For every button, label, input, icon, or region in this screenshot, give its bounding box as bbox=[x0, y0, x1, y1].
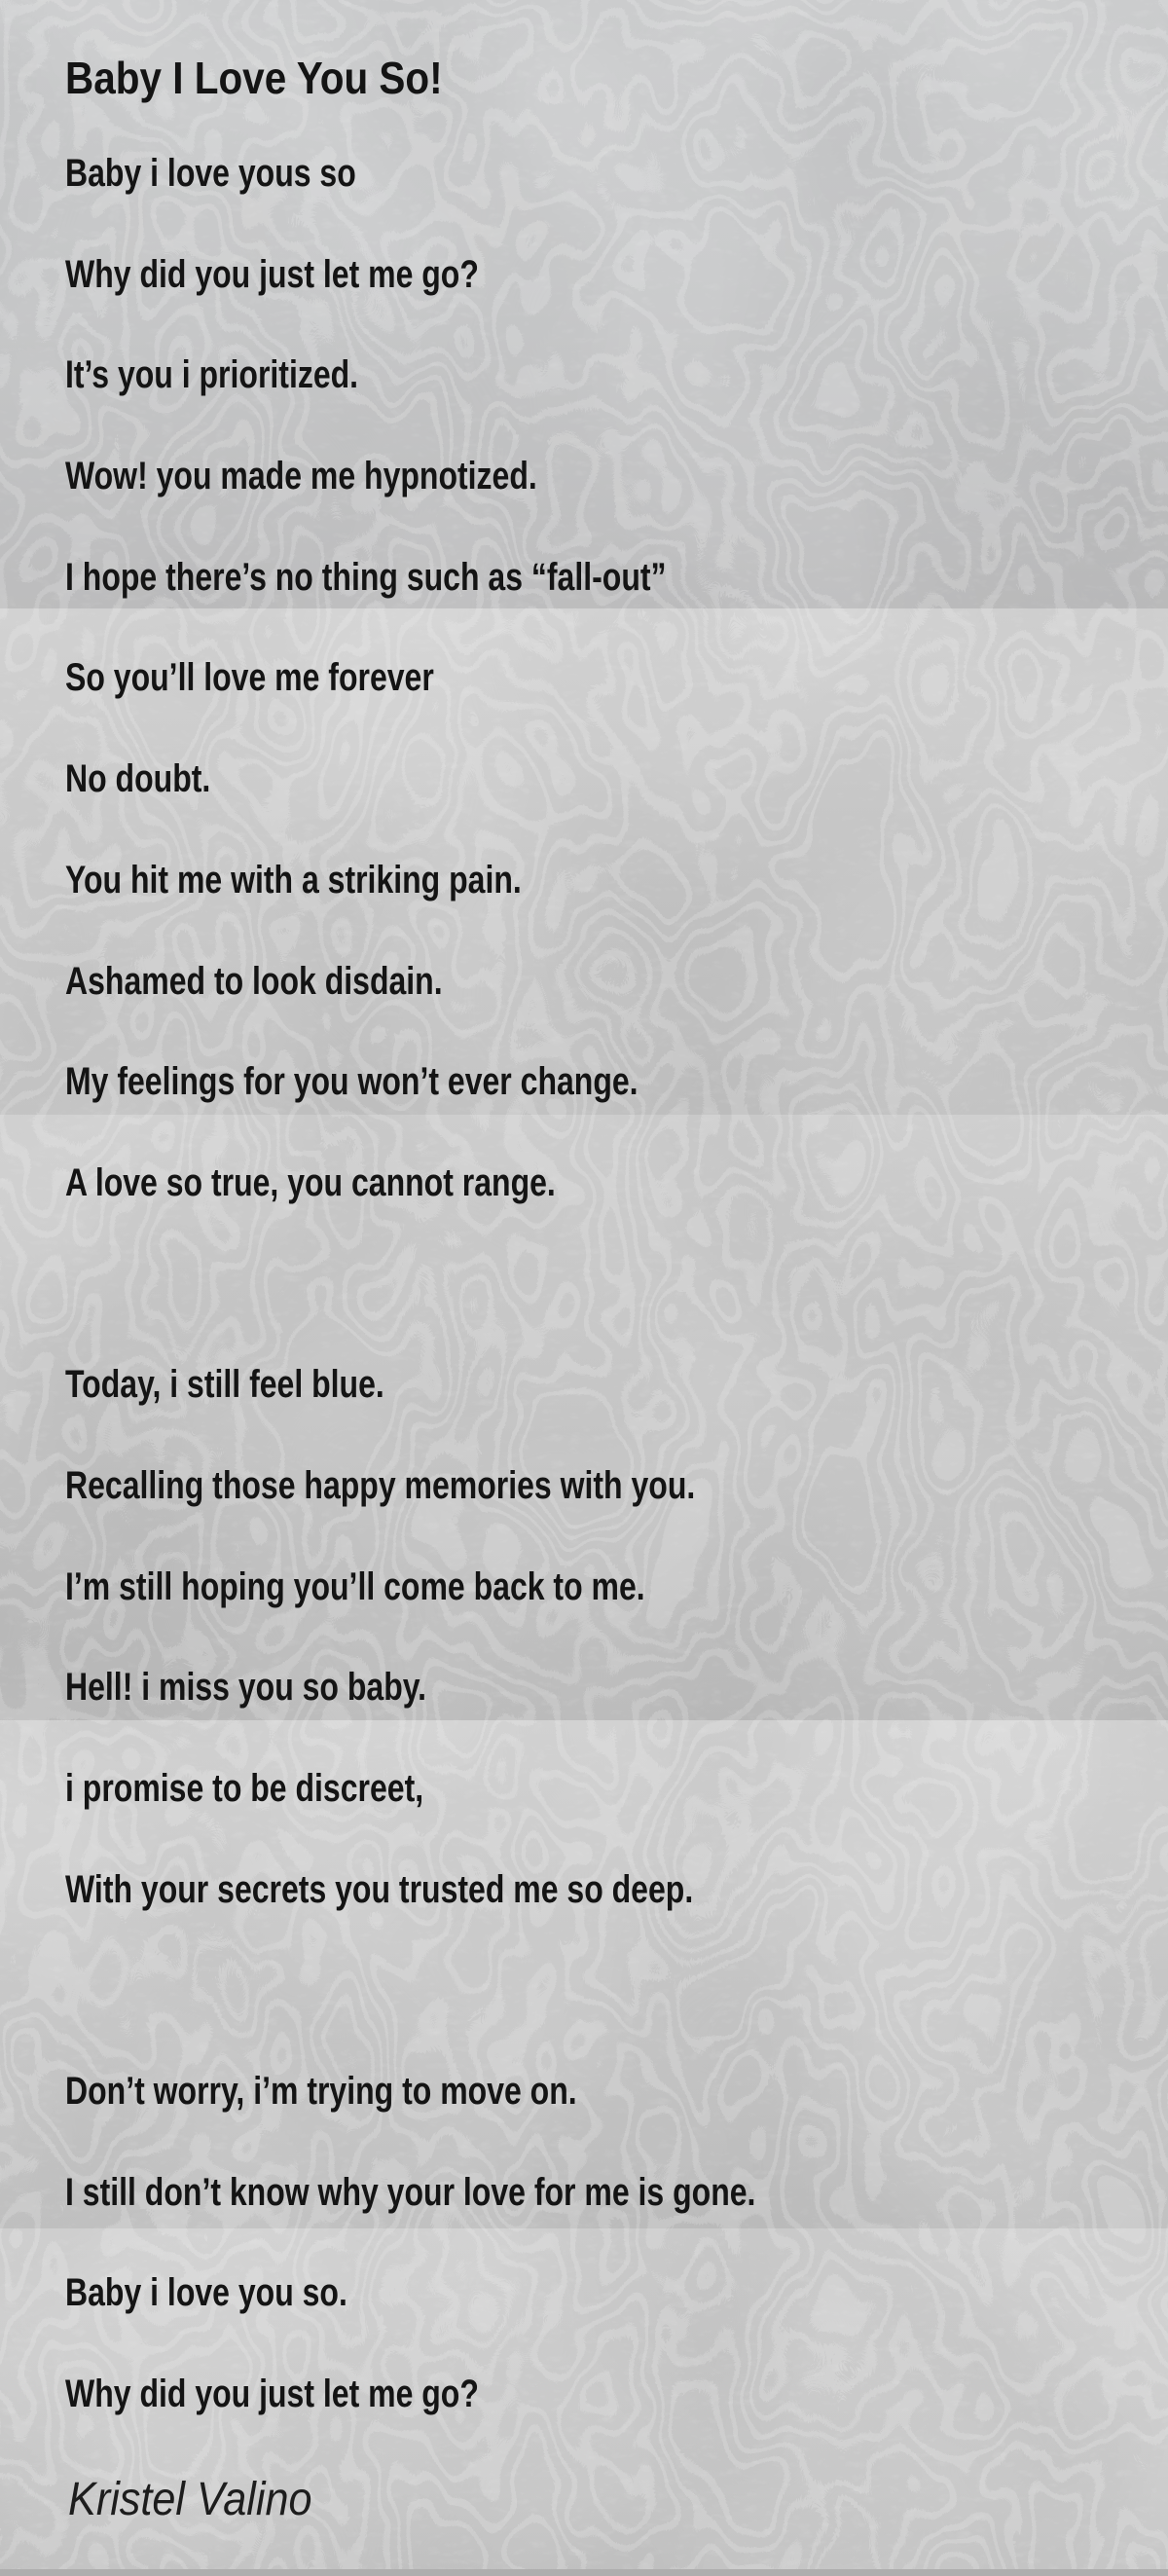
poem-line-text: Recalling those happy memories with you. bbox=[65, 1463, 696, 1507]
poem-body bbox=[65, 124, 1158, 2446]
poem-line bbox=[65, 1537, 1158, 1638]
poem-line-text: Wow! you made me hypnotized. bbox=[65, 455, 537, 498]
poem-line-text: Ashamed to look disdain. bbox=[65, 959, 443, 1003]
poem-line-text: Baby i love you so. bbox=[65, 2271, 347, 2315]
poem-line bbox=[65, 1436, 1158, 1537]
poem-line bbox=[65, 124, 1158, 225]
poem-line-text: A love so true, you cannot range. bbox=[65, 1160, 556, 1204]
poem-line bbox=[65, 1739, 1158, 1840]
poem-line bbox=[65, 528, 1158, 629]
poem-line-text: I’m still hoping you’ll come back to me. bbox=[65, 1564, 645, 1608]
poem-line-text: I still don’t know why your love for me is gone. bbox=[65, 2170, 756, 2214]
poem-line-text: So you’ll love me forever bbox=[65, 656, 434, 700]
stanza-break bbox=[65, 1940, 1158, 2042]
poem-line bbox=[65, 1638, 1158, 1739]
poem-line bbox=[65, 2143, 1158, 2244]
page-bottom-edge bbox=[0, 2569, 1168, 2576]
poem-line-text: Today, i still feel blue. bbox=[65, 1363, 384, 1407]
poem-line bbox=[65, 628, 1158, 729]
poem-title-text: Baby I Love You So! bbox=[65, 53, 443, 103]
poem-line-text: With your secrets you trusted me so deep. bbox=[65, 1867, 694, 1911]
poem-line bbox=[65, 325, 1158, 426]
poem-line-text: Baby i love yous so bbox=[65, 152, 356, 195]
poem-line bbox=[65, 1335, 1158, 1436]
poem-line bbox=[65, 1032, 1158, 1133]
poem-line bbox=[65, 2243, 1158, 2344]
poem-line bbox=[65, 1840, 1158, 1941]
poem-line-text: Why did you just let me go? bbox=[65, 252, 479, 296]
poem-line-text: Don’t worry, i’m trying to move on. bbox=[65, 2070, 577, 2114]
poem-line-text: Hell! i miss you so baby. bbox=[65, 1666, 427, 1710]
stanza-break bbox=[65, 1234, 1158, 1336]
poem-line bbox=[65, 2344, 1158, 2446]
poem-author-text: Kristel Valino bbox=[68, 2474, 312, 2525]
poem-line-text: I hope there’s no thing such as “fall-out” bbox=[65, 555, 667, 599]
poem-line-text: It’s you i prioritized. bbox=[65, 353, 359, 397]
poem-line bbox=[65, 225, 1158, 326]
poem-line bbox=[65, 426, 1158, 528]
poem-line bbox=[65, 729, 1158, 830]
poem-author-signature bbox=[68, 2474, 339, 2525]
poem-line bbox=[65, 1133, 1158, 1234]
poem-line-text: No doubt. bbox=[65, 757, 211, 801]
poem-line-text: My feelings for you won’t ever change. bbox=[65, 1060, 639, 1104]
poem-line-text: Why did you just let me go? bbox=[65, 2373, 479, 2416]
poem-title bbox=[65, 53, 493, 103]
poem-line bbox=[65, 932, 1158, 1033]
poem-line-text: You hit me with a striking pain. bbox=[65, 858, 522, 902]
poem-line-text: i promise to be discreet, bbox=[65, 1767, 424, 1810]
poem-line bbox=[65, 830, 1158, 932]
poem-line bbox=[65, 2042, 1158, 2143]
